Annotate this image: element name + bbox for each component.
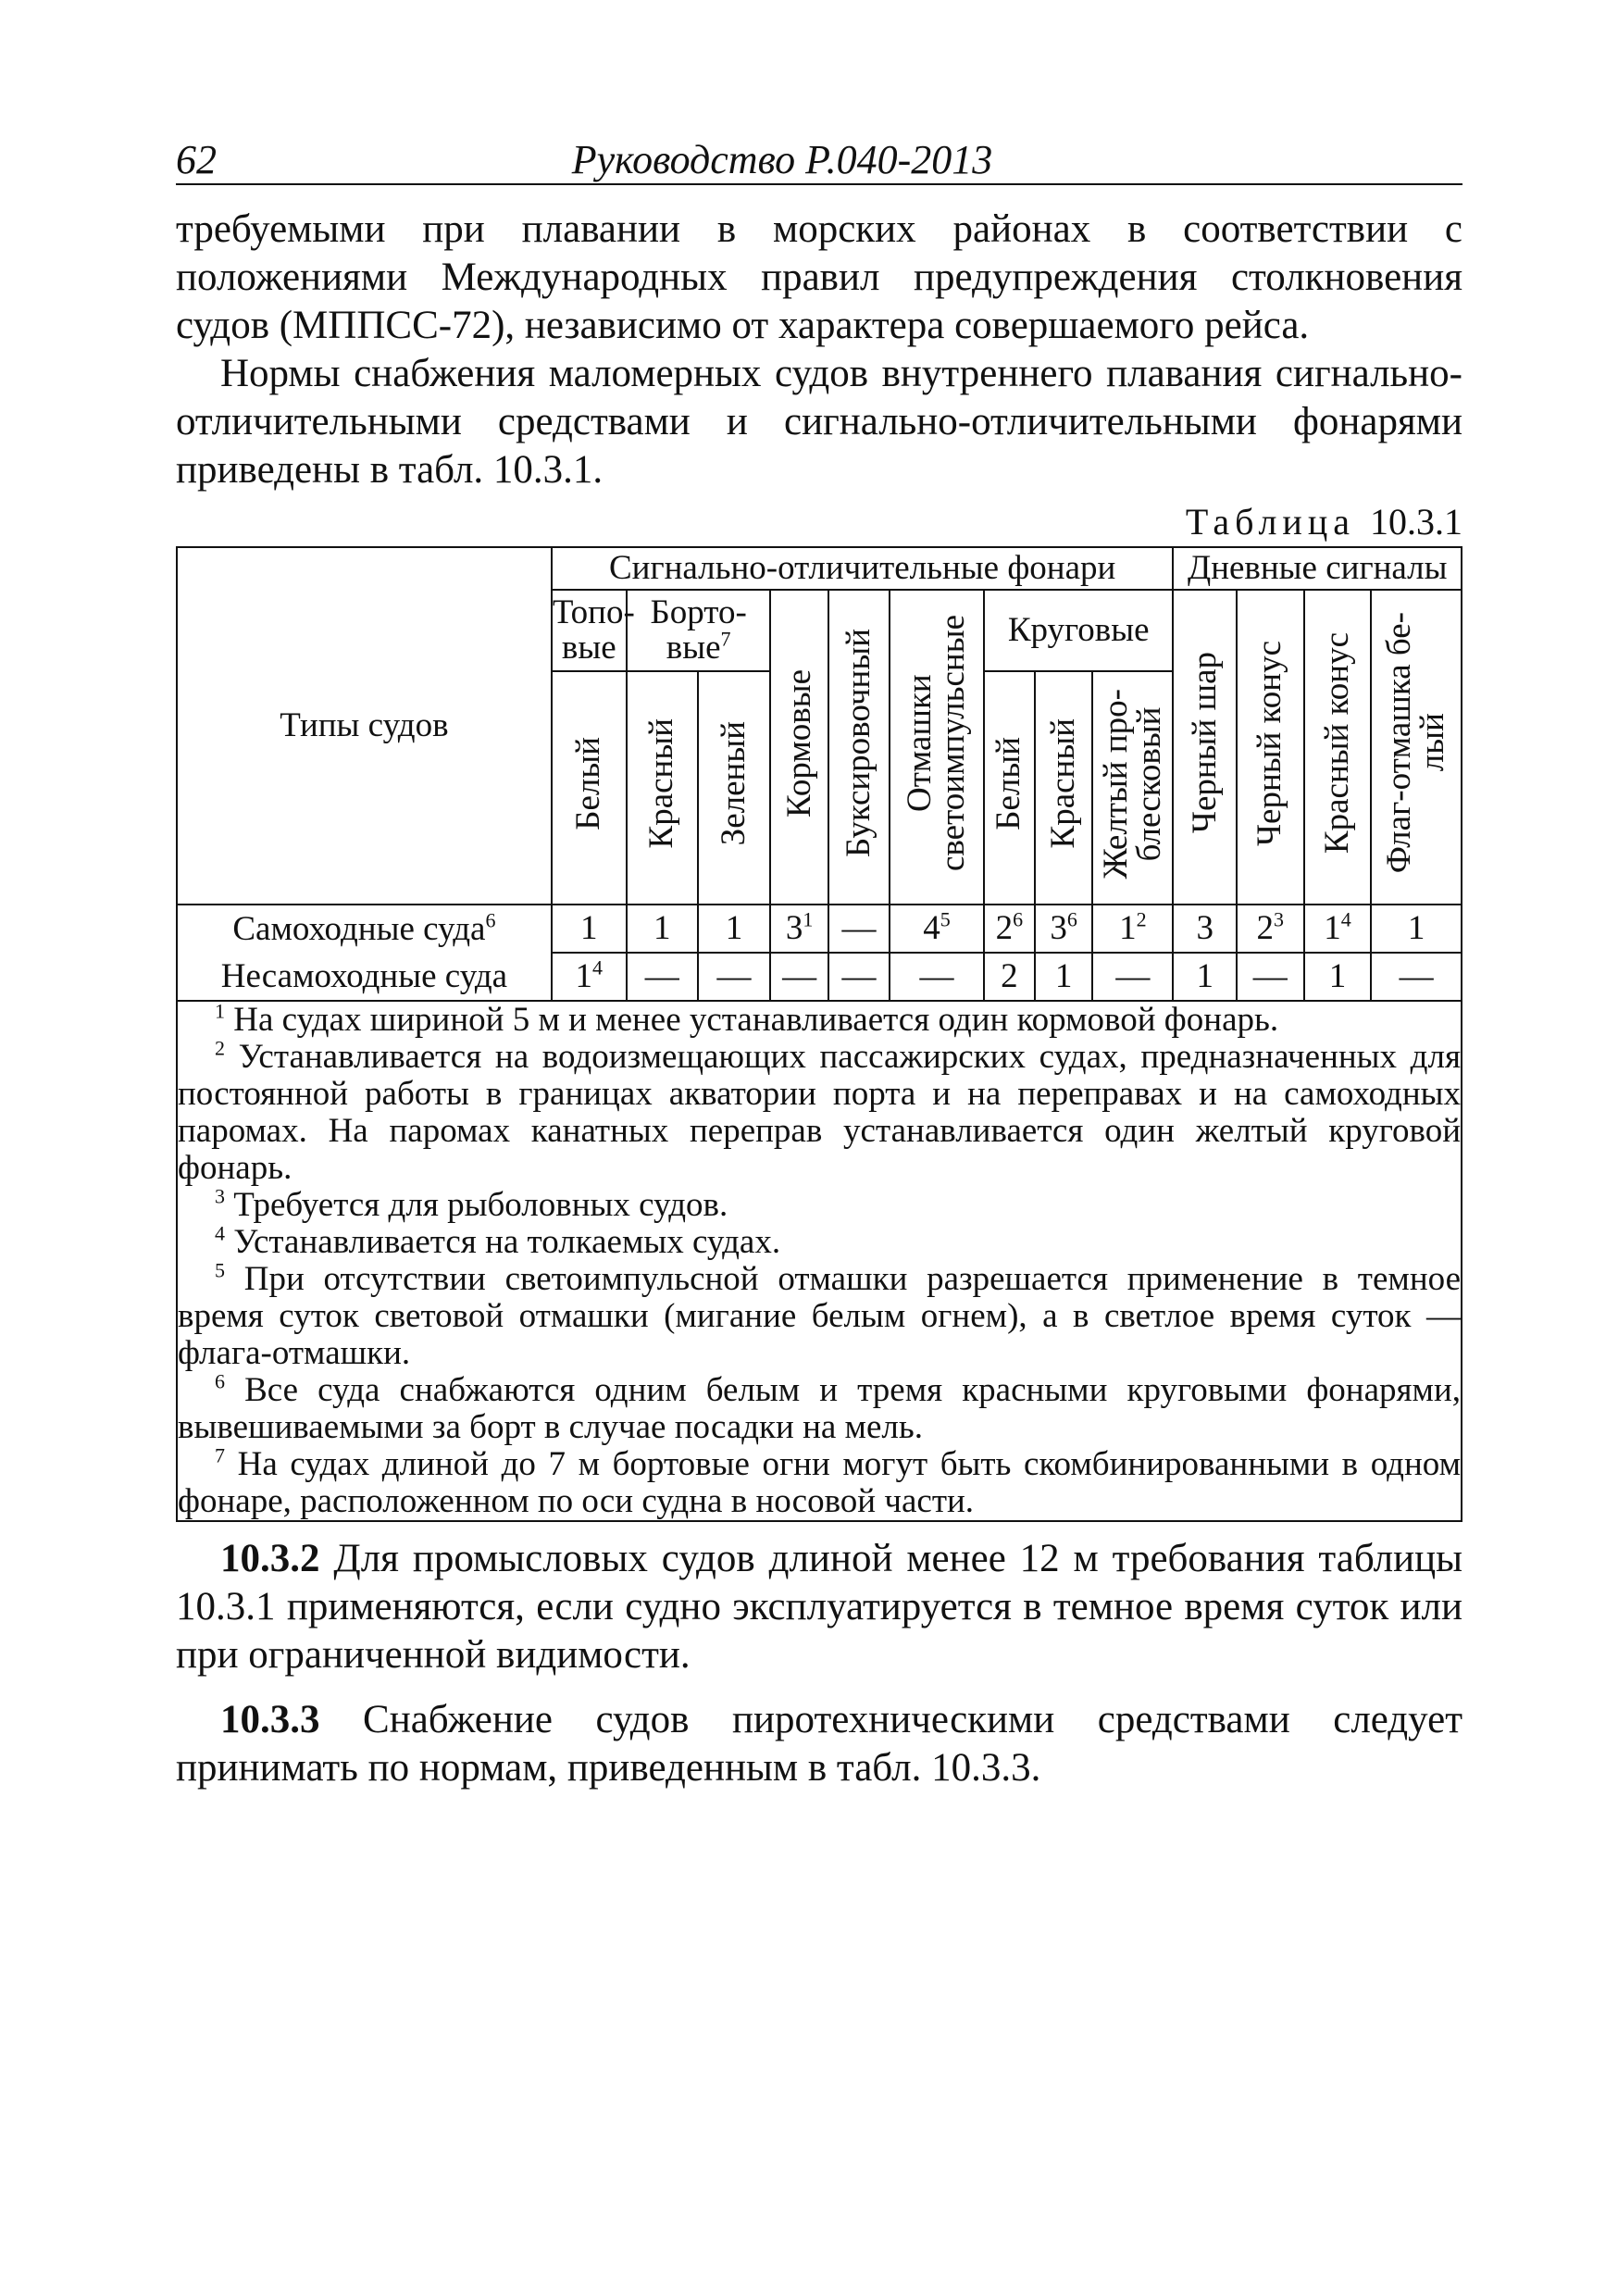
table-footnotes xyxy=(177,1001,1462,1521)
section-text: Для промысловых судов длиной менее 12 м требования таблицы 10.3.1 применяются, если судно эксплуатируется в темное время суток или при ограниченной видимости. xyxy=(176,1537,1462,1677)
table-cell: 1 xyxy=(698,905,771,953)
document-page xyxy=(176,120,1462,1792)
table-cell: — xyxy=(828,905,890,953)
footnote: $^3$ Требуется для рыболовных судов. xyxy=(215,1184,728,1224)
row-label xyxy=(177,905,552,953)
table-cell: — xyxy=(698,953,771,1001)
table-cell: — xyxy=(890,953,984,1001)
table-cell: — xyxy=(828,953,890,1001)
col-flag-line1: Флаг-отмашка бе- xyxy=(1380,612,1419,874)
footnote: $^4$ Устанавливается на толкаемых судах. xyxy=(215,1221,781,1261)
document-title: Руководство Р.040-2013 xyxy=(571,137,993,182)
col-flash-line2: светоимпульсные xyxy=(934,614,973,871)
section-number: 10.3.2 xyxy=(220,1537,320,1580)
group-header-day-signals: Дневные сигналы xyxy=(1173,547,1462,590)
table-row xyxy=(177,905,1462,953)
row-header-cell xyxy=(177,547,552,905)
intro-paragraph-1: требуемыми при плавании в морских районах в соответствии с положениями Международных правил предупреждения столкновения судов (МППСС-72), независимо от характера совершаемого рейса. xyxy=(176,207,1462,347)
col-top-white xyxy=(552,671,627,905)
row-header-label: Типы судов xyxy=(280,706,449,744)
col-side-red xyxy=(627,671,698,905)
table-cell: $4^5$ xyxy=(890,905,984,953)
footnote-ref: 7 xyxy=(720,627,731,651)
table-cell: 2 xyxy=(984,953,1035,1001)
col-round-yellow xyxy=(1092,671,1173,905)
col-flag-line2: лый xyxy=(1413,713,1452,773)
subgroup-bortovye xyxy=(627,590,771,671)
section-number: 10.3.3 xyxy=(220,1698,320,1741)
footnote: $^1$ На судах шириной 5 м и менее устанавливается один кормовой фонарь. xyxy=(215,999,1279,1039)
row-label-text: Несамоходные суда xyxy=(220,956,508,995)
subgroup-krugovye: Круговые xyxy=(984,590,1174,671)
col-flash-line1: Отмашки xyxy=(901,674,940,812)
table-cell: $2^6$ xyxy=(984,905,1035,953)
col-red-cone-label: Красный конус xyxy=(1317,631,1356,855)
table-cell: — xyxy=(1237,953,1304,1001)
col-towing xyxy=(828,590,890,905)
table-cell: — xyxy=(1371,953,1462,1001)
col-flash xyxy=(890,590,984,905)
col-side-green-label: Зеленый xyxy=(715,721,753,846)
table-row xyxy=(177,953,1462,1001)
row-label xyxy=(177,953,552,1001)
page-number: 62 xyxy=(176,137,217,182)
col-round-red-label: Красный xyxy=(1044,718,1083,849)
col-black-cone xyxy=(1237,590,1304,905)
section-10-3-2 xyxy=(176,1535,1462,1679)
footnote: $^6$ Все суда снабжаются одним белым и тремя красными круговыми фонарями, вывешиваемыми за борт в случае посадки на мель. xyxy=(178,1369,1462,1446)
col-black-cone-label: Черный конус xyxy=(1251,640,1289,846)
table-caption xyxy=(176,500,1462,544)
subgroup-topovye: Топо-вые xyxy=(552,590,627,671)
table-cell: 3 xyxy=(1173,905,1237,953)
footnote-ref: 6 xyxy=(485,908,496,932)
table-caption-word: Таблица xyxy=(1185,501,1355,543)
table-cell: — xyxy=(1092,953,1173,1001)
table-cell: $2^3$ xyxy=(1237,905,1304,953)
table-cell: 1 xyxy=(627,905,698,953)
table-cell: 1 xyxy=(1371,905,1462,953)
intro-paragraph-2: Нормы снабжения маломерных судов внутреннего плавания сигнально-отличительными средствами и сигнально-отличительными фонарями приведены в табл. 10.3.1. xyxy=(176,352,1462,492)
page-header xyxy=(176,120,1462,185)
section-10-3-3 xyxy=(176,1696,1462,1792)
col-round-yellow-label xyxy=(1096,688,1168,880)
group-header-lights: Сигнально-отличительные фонари xyxy=(552,547,1174,590)
col-stern-label: Кормовые xyxy=(779,668,818,817)
col-side-green xyxy=(698,671,771,905)
row-label-text: Самоходные суда xyxy=(232,909,486,948)
col-round-yellow-line2: блесковый xyxy=(1129,706,1168,861)
footnote: $^5$ При отсутствии светоимпульсной отмашки разрешается применение в темное время суток световой отмашки (мигание белым огнем), а в светлое время суток — флага-отмашки. xyxy=(178,1258,1461,1372)
col-round-white xyxy=(984,671,1035,905)
footnote: $^7$ На судах длиной до 7 м бортовые огни могут быть скомбинированными в одном фонаре, расположенном по оси судна в носовой части. xyxy=(178,1443,1462,1520)
col-top-white-label: Белый xyxy=(569,737,608,830)
footnote: $^2$ Устанавливается на водоизмещающих пассажирских судах, предназначенных для постоянной работы в границах акватории порта и на переправах и на самоходных паромах. На паромах канатных переправ устанавливается один желтый круговой фонарь. xyxy=(178,1036,1461,1187)
col-flash-label xyxy=(901,614,973,871)
col-round-red xyxy=(1035,671,1092,905)
table-cell: $1^4$ xyxy=(552,953,627,1001)
table-cell: 1 xyxy=(1173,953,1237,1001)
table-caption-number: 10.3.1 xyxy=(1370,501,1462,543)
table-cell: $3^1$ xyxy=(770,905,828,953)
section-text: Снабжение судов пиротехническими средствами следует принимать по нормам, приведенным в табл. 10.3.3. xyxy=(176,1698,1462,1790)
col-flag xyxy=(1371,590,1462,905)
equipment-table xyxy=(176,546,1462,1522)
col-stern xyxy=(770,590,828,905)
table-cell: — xyxy=(770,953,828,1001)
table-cell: — xyxy=(627,953,698,1001)
col-black-ball-label: Черный шар xyxy=(1185,652,1224,834)
table-cell: $1^2$ xyxy=(1092,905,1173,953)
col-towing-label: Буксировочный xyxy=(839,629,877,857)
table-cell: $1^4$ xyxy=(1304,905,1372,953)
col-side-red-label: Красный xyxy=(642,718,681,849)
col-round-white-label: Белый xyxy=(989,737,1028,830)
table-cell: 1 xyxy=(1035,953,1092,1001)
table-cell: 1 xyxy=(1304,953,1372,1001)
col-red-cone xyxy=(1304,590,1372,905)
col-round-yellow-line1: Желтый про- xyxy=(1096,688,1135,880)
col-black-ball xyxy=(1173,590,1237,905)
table-cell: 1 xyxy=(552,905,627,953)
col-flag-label xyxy=(1380,612,1452,874)
table-cell: $3^6$ xyxy=(1035,905,1092,953)
subgroup-bortovye-label: Борто-вые xyxy=(650,593,747,667)
